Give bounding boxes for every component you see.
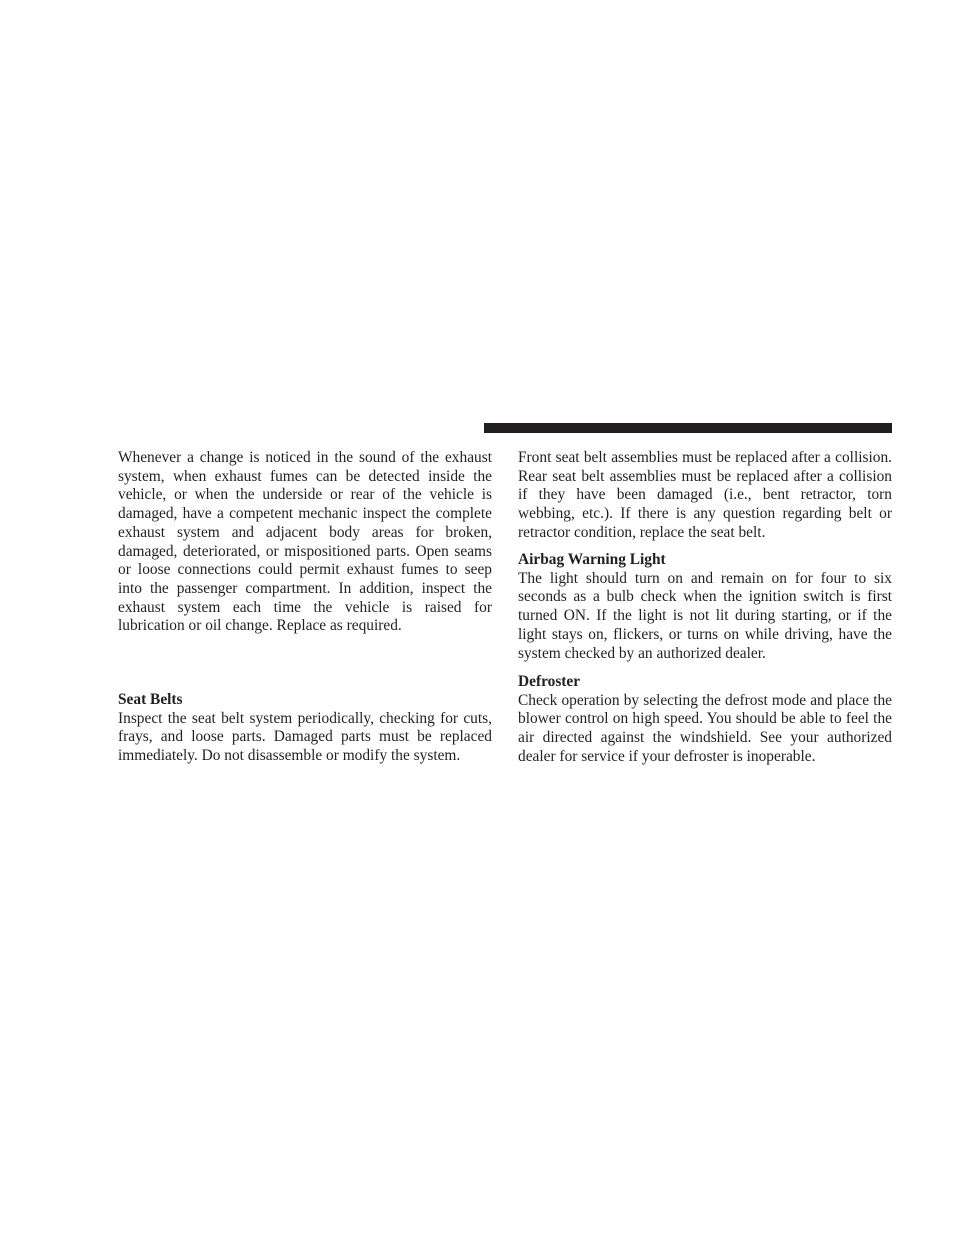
section-rule — [484, 423, 892, 433]
right-column-airbag — [518, 551, 892, 663]
seat-belts-heading: Seat Belts — [118, 691, 183, 708]
airbag-warning-light-heading: Airbag Warning Light — [518, 551, 666, 568]
seat-belts-paragraph: Inspect the seat belt system periodically, checking for cuts, frays, and loose parts. Damaged parts must be replaced immediately. Do not disassemble or modify the system. — [118, 709, 492, 765]
defroster-paragraph: Check operation by selecting the defrost mode and place the blower control on high speed. You should be able to feel the air directed against the windshield. See your authorized dealer for service if your defroster is inoperable. — [518, 691, 892, 765]
left-column-top — [118, 449, 492, 636]
right-column-defroster — [518, 673, 892, 767]
airbag-warning-light-paragraph: The light should turn on and remain on for four to six seconds as a bulb check when the ignition switch is first turned ON. If the light is not lit during starting, or if the light stays on, flickers, or turns on while driving, have the system checked by an authorized dealer. — [518, 569, 892, 662]
left-column-bottom — [118, 691, 492, 766]
front-seat-belt-paragraph: Front seat belt assemblies must be replaced after a collision. Rear seat belt assemblies must be replaced after a collision if they have been damaged (i.e., bent retractor, torn webbing, etc.). If there is any question regarding belt or retractor condition, replace the seat belt. — [518, 449, 892, 541]
exhaust-system-paragraph: Whenever a change is noticed in the sound of the exhaust system, when exhaust fumes can be detected inside the vehicle, or when the underside or rear of the vehicle is damaged, have a competent mechanic inspect the complete exhaust system and adjacent body areas for broken, damaged, deteriorated, or mispositioned parts. Open seams or loose connections could permit exhaust fumes to seep into the passenger compartment. In addition, inspect the exhaust system each time the vehicle is raised for lubrication or oil change. Replace as required. — [118, 449, 492, 635]
defroster-heading: Defroster — [518, 673, 581, 690]
right-column-front-seat — [518, 449, 892, 543]
